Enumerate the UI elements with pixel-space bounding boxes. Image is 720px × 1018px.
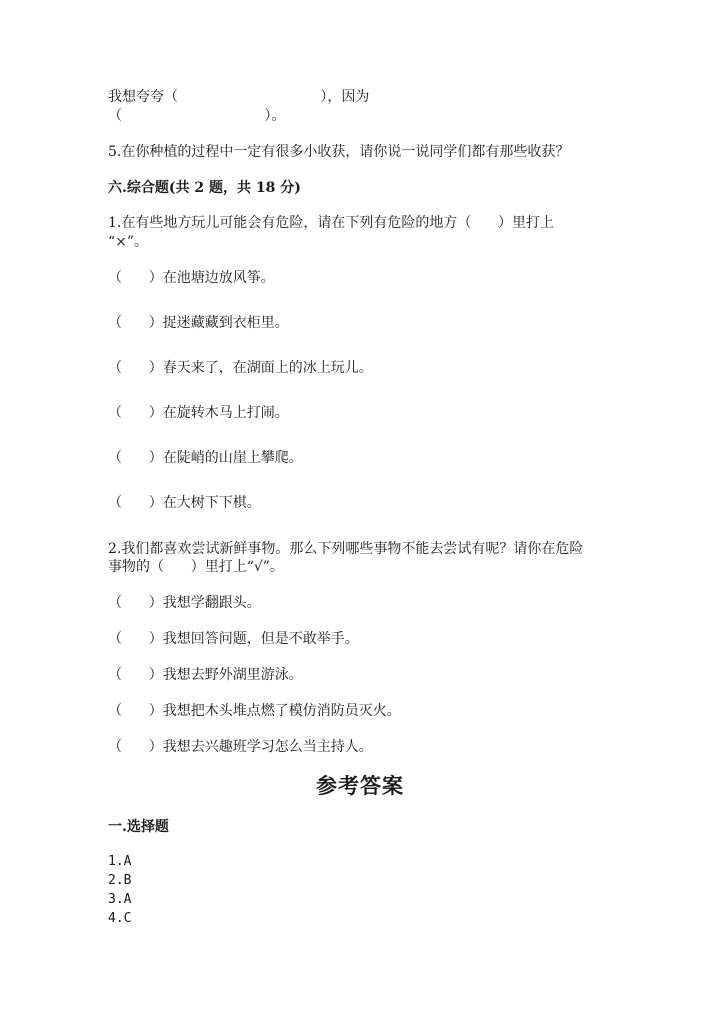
q1-stem-line1: 1.在有些地方玩儿可能会有危险，请在下列有危险的地方（ ）里打上 xyxy=(108,215,555,231)
q2-option: （ ）我想回答问题，但是不敢举手。 xyxy=(108,631,359,647)
section-6-heading: 六.综合题(共 2 题，共 18 分) xyxy=(108,180,301,196)
q2-stem-line1: 2.我们都喜欢尝试新鲜事物。那么下列哪些事物不能去尝试有呢？请你在危险 xyxy=(108,541,584,557)
q2-stem-line2: 事物的（ ）里打上“√”。 xyxy=(108,559,284,575)
q1-option: （ ）春天来了，在湖面上的冰上玩儿。 xyxy=(108,360,373,376)
q1-option: （ ）捉迷藏藏到衣柜里。 xyxy=(108,315,289,331)
q1-option: （ ）在陡峭的山崖上攀爬。 xyxy=(108,450,303,466)
q2-option: （ ）我想去兴趣班学习怎么当主持人。 xyxy=(108,739,373,755)
answer-item: 3.A xyxy=(108,892,132,907)
q2-option: （ ）我想学翻跟头。 xyxy=(108,595,261,611)
question-5: 5.在你种植的过程中一定有很多小收获，请你说一说同学们都有那些收获？ xyxy=(108,144,570,160)
q1-option: （ ）在旋转木马上打闹。 xyxy=(108,405,289,421)
q2-option: （ ）我想去野外湖里游泳。 xyxy=(108,667,303,683)
answers-section-1-heading: 一.选择题 xyxy=(108,819,169,835)
q1-option: （ ）在池塘边放风筝。 xyxy=(108,270,275,286)
answer-item: 2.B xyxy=(108,873,132,888)
q1-stem-line2: “×”。 xyxy=(108,234,149,250)
praise-line: 我想夸夸（ ），因为 xyxy=(108,89,370,105)
answer-item: 1.A xyxy=(108,854,132,869)
reason-line: （ ）。 xyxy=(108,108,286,124)
q2-option: （ ）我想把木头堆点燃了模仿消防员灭火。 xyxy=(108,703,401,719)
q1-option: （ ）在大树下下棋。 xyxy=(108,495,261,511)
answer-item: 4.C xyxy=(108,911,132,926)
answer-key-title: 参考答案 xyxy=(316,773,404,798)
